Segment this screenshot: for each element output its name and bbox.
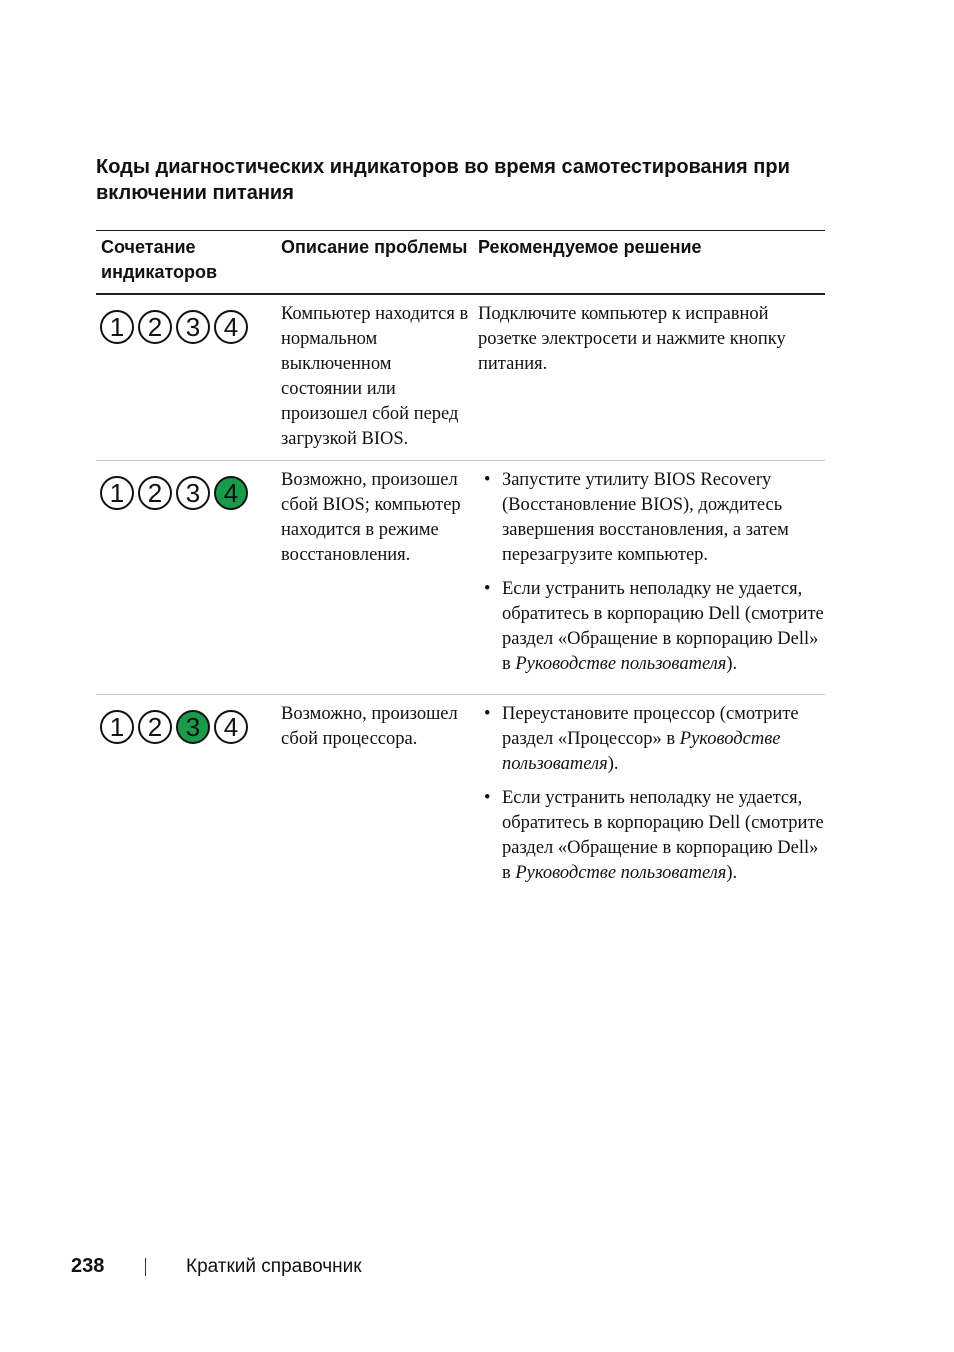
- page-number: 238: [71, 1255, 105, 1277]
- led-combination: [96, 468, 279, 686]
- table-row: [96, 695, 825, 903]
- solution-list: [478, 702, 825, 886]
- led-indicator-2: 2: [138, 476, 172, 510]
- page-title: Коды диагностических индикаторов во время самотестирования при включении питания: [96, 156, 790, 204]
- problem-description: Компьютер находится в нормальном выключенном состоянии или произошел сбой перед загрузкой BIOS.: [281, 304, 469, 449]
- problem-description: Возможно, произошел сбой BIOS; компьютер находится в режиме восстановления.: [281, 470, 461, 565]
- led-indicator-4: 4: [214, 476, 248, 510]
- solution-item: [478, 786, 825, 886]
- solution-text-end: ).: [726, 654, 738, 674]
- solution-text-end: ).: [607, 754, 619, 774]
- manual-reference: Руководстве пользователя: [515, 863, 727, 883]
- led-indicator-1: 1: [100, 310, 134, 344]
- solution-list: [478, 468, 825, 677]
- led-indicator-4: 4: [214, 710, 248, 744]
- header-indicators: Сочетание индикаторов: [101, 237, 218, 282]
- table-row: [96, 461, 825, 695]
- led-indicator-4: 4: [214, 310, 248, 344]
- solution-item: • Запустите утилиту BIOS Recovery (Восстановление BIOS), дождитесь завершения восстановления, а затем перезагрузите компьютер.: [478, 468, 825, 568]
- recommended-solution: [476, 468, 825, 686]
- problem-description: Возможно, произошел сбой процессора.: [281, 704, 458, 749]
- led-combination: [96, 302, 279, 452]
- footer-divider: [145, 1258, 146, 1276]
- led-combination: [96, 702, 279, 895]
- diagnostic-table: [96, 230, 825, 903]
- solution-item: [478, 702, 825, 777]
- solution-text: Переустановите процессор (смотрите раздел «Процессор» в: [502, 704, 799, 749]
- manual-reference: Руководстве пользователя: [515, 654, 727, 674]
- solution-text: Если устранить неполадку не удается, обратитесь в корпорацию Dell (смотрите раздел «Обращение в корпорацию Dell» в: [502, 788, 824, 883]
- recommended-solution: [476, 702, 825, 895]
- led-indicator-2: 2: [138, 310, 172, 344]
- led-indicator-1: 1: [100, 476, 134, 510]
- section-name: Краткий справочник: [186, 1255, 362, 1277]
- led-indicator-3: 3: [176, 476, 210, 510]
- header-description: Описание проблемы: [281, 237, 468, 257]
- manual-reference: Руководстве пользователя: [502, 729, 781, 774]
- solution-text: Если устранить неполадку не удается, обратитесь в корпорацию Dell (смотрите раздел «Обращение в корпорацию Dell» в: [502, 579, 824, 674]
- solution-item: [478, 577, 825, 677]
- table-row: [96, 295, 825, 461]
- page-footer: [71, 1255, 362, 1278]
- recommended-solution: Подключите компьютер к исправной розетке электросети и нажмите кнопку питания.: [478, 304, 786, 374]
- led-indicator-2: 2: [138, 710, 172, 744]
- table-header: [96, 230, 825, 295]
- led-indicator-3: 3: [176, 710, 210, 744]
- solution-text-end: ).: [726, 863, 738, 883]
- header-solution: Рекомендуемое решение: [478, 237, 702, 257]
- led-indicator-1: 1: [100, 710, 134, 744]
- led-indicator-3: 3: [176, 310, 210, 344]
